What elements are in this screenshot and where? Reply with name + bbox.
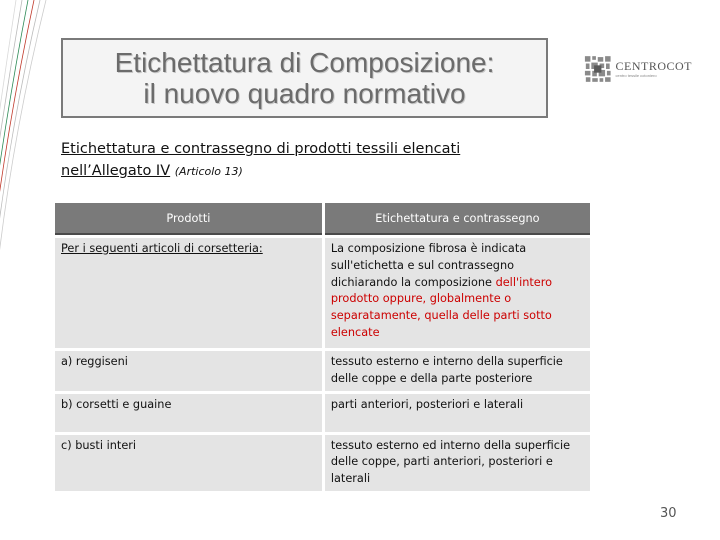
slide-title-box (61, 38, 548, 118)
table-row (55, 351, 590, 391)
cell-product: a) reggiseni (55, 351, 322, 391)
slide-title-line-2: il nuovo quadro normativo (143, 78, 466, 109)
labelling-table (52, 200, 593, 494)
decorative-lines (0, 0, 60, 300)
cell-labelling (325, 238, 590, 348)
cell-product: b) corsetti e guaine (55, 394, 322, 432)
header-products: Prodotti (55, 203, 322, 235)
header-labelling: Etichettatura e contrassegno (325, 203, 590, 235)
cell-product-text: Per i seguenti articoli di corsetteria: (61, 242, 263, 255)
page-number: 30 (660, 506, 677, 521)
cell-labelling-text: La composizione fibrosa è indicata sull'etichetta e sul contrassegno dichiarando la composizione (330, 242, 527, 289)
table-row (55, 435, 590, 491)
subtitle-line-2: nell’Allegato IV (61, 163, 171, 179)
slide-subtitle (61, 138, 581, 183)
subtitle-article-note: (Articolo 13) (174, 165, 243, 178)
cell-labelling: tessuto esterno e interno della superficie delle coppe e della parte posteriore (325, 351, 590, 391)
cell-labelling-highlight: dell'intero prodotto oppure, globalmente o separatamente, quella delle parti sotto elencate (330, 275, 553, 339)
table-row (55, 394, 590, 432)
cell-labelling: parti anteriori, posteriori e laterali (325, 394, 590, 432)
slide-title-line-1: Etichettatura di Composizione: (114, 47, 495, 78)
centrocot-logo (584, 53, 692, 85)
table-row (55, 238, 590, 348)
cell-labelling: tessuto esterno ed interno della superficie delle coppe, parti anteriori, posteriori e laterali (325, 435, 590, 491)
subtitle-line-1: Etichettatura e contrassegno di prodotti tessili elencati (61, 141, 461, 157)
logo-tagline: centro tessile cotoniero (615, 72, 657, 78)
centrocot-logo-icon (584, 54, 612, 84)
cell-product (55, 238, 322, 348)
logo-name: CENTROCOT (615, 58, 692, 73)
table-header-row (55, 203, 590, 235)
cell-product: c) busti interi (55, 435, 322, 491)
